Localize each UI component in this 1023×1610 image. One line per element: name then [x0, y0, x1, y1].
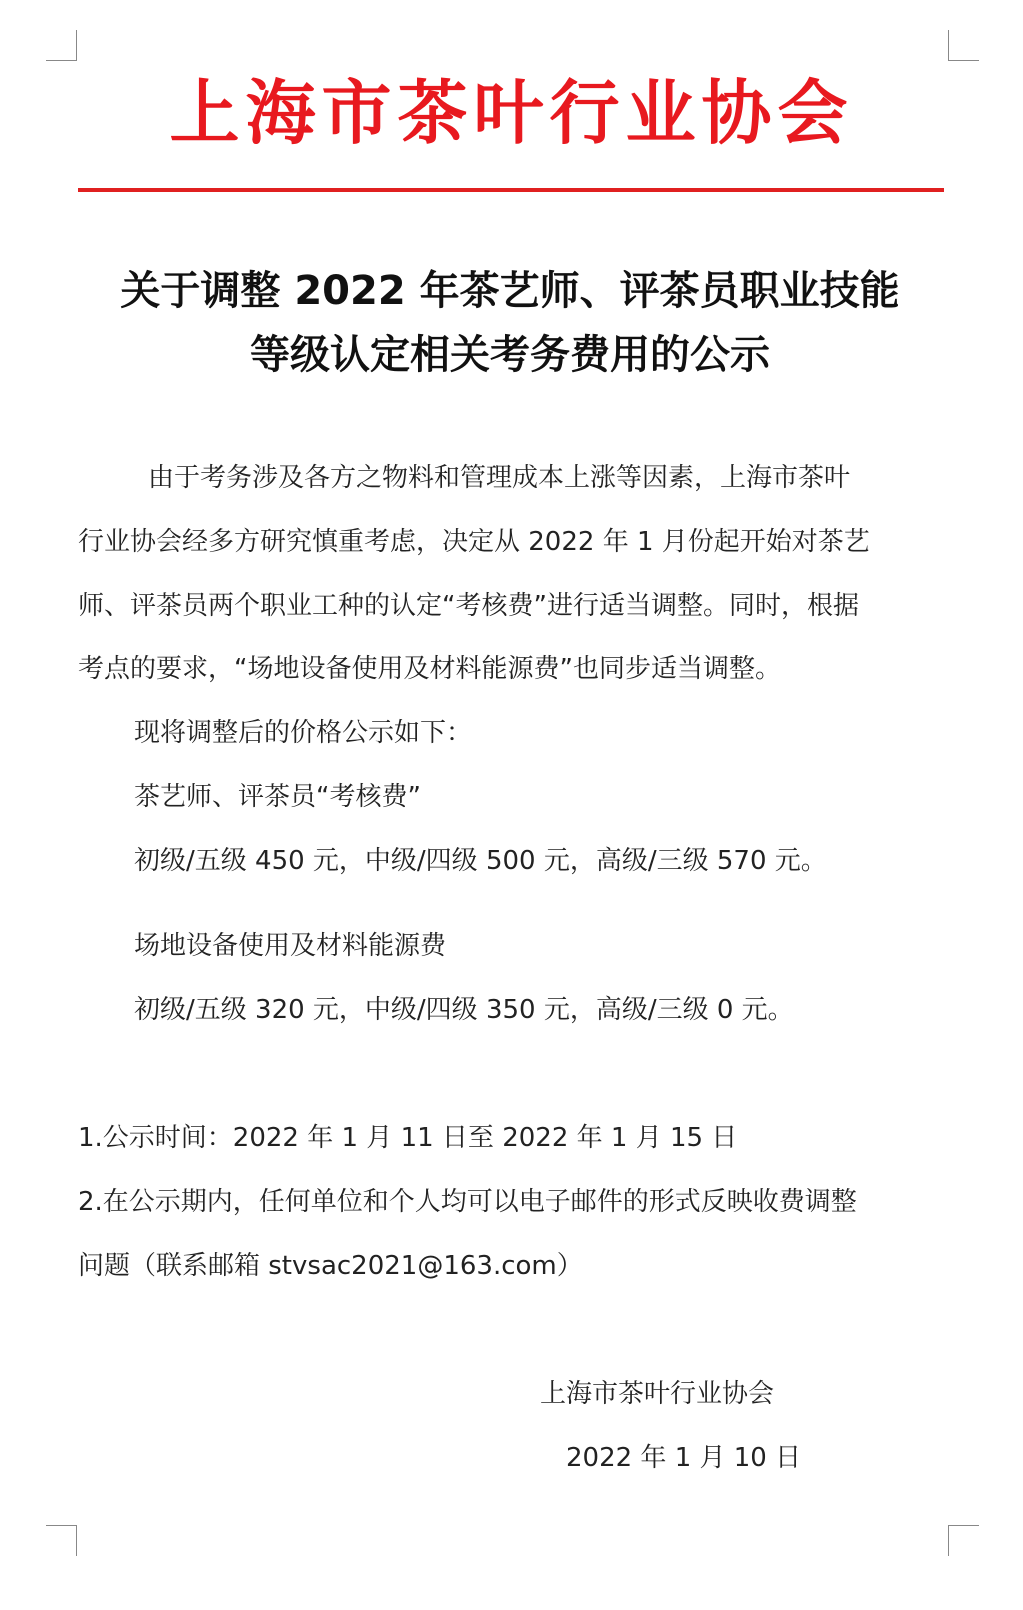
letterhead-org-name: 上海市茶叶行业协会	[169, 72, 854, 154]
paragraph-line-1: 由于考务涉及各方之物料和管理成本上涨等因素，上海市茶叶	[148, 463, 851, 493]
crop-mark-top-right	[948, 30, 979, 61]
fee-1-title: 茶艺师、评茶员“考核费”	[134, 782, 421, 812]
price-intro: 现将调整后的价格公示如下：	[134, 718, 473, 748]
letterhead-divider	[78, 188, 944, 192]
fee-2-title: 场地设备使用及材料能源费	[134, 931, 447, 961]
fee-2-detail: 初级/五级 320 元，中级/四级 350 元，高级/三级 0 元。	[134, 995, 794, 1025]
paragraph-line-4: 考点的要求，“场地设备使用及材料能源费”也同步适当调整。	[78, 654, 781, 684]
signature-date: 2022 年 1 月 10 日	[566, 1443, 802, 1473]
crop-mark-bottom-left	[46, 1525, 77, 1556]
paragraph-line-2: 行业协会经多方研究慎重考虑，决定从 2022 年 1 月份起开始对茶艺	[78, 527, 870, 557]
note-2-line-2-contact-email: 问题（联系邮箱 stvsac2021@163.com）	[78, 1251, 583, 1281]
document-title-line-2: 等级认定相关考务费用的公示	[250, 332, 770, 378]
note-1-publicity-period: 1.公示时间：2022 年 1 月 11 日至 2022 年 1 月 15 日	[78, 1123, 738, 1153]
signature-org: 上海市茶叶行业协会	[540, 1379, 775, 1409]
crop-mark-bottom-right	[948, 1525, 979, 1556]
crop-mark-top-left	[46, 30, 77, 61]
paragraph-line-3: 师、评茶员两个职业工种的认定“考核费”进行适当调整。同时，根据	[78, 591, 859, 621]
fee-1-detail: 初级/五级 450 元，中级/四级 500 元，高级/三级 570 元。	[134, 846, 827, 876]
note-2-line-1: 2.在公示期内，任何单位和个人均可以电子邮件的形式反映收费调整	[78, 1187, 857, 1217]
document-title-line-1: 关于调整 2022 年茶艺师、评茶员职业技能	[120, 268, 900, 314]
